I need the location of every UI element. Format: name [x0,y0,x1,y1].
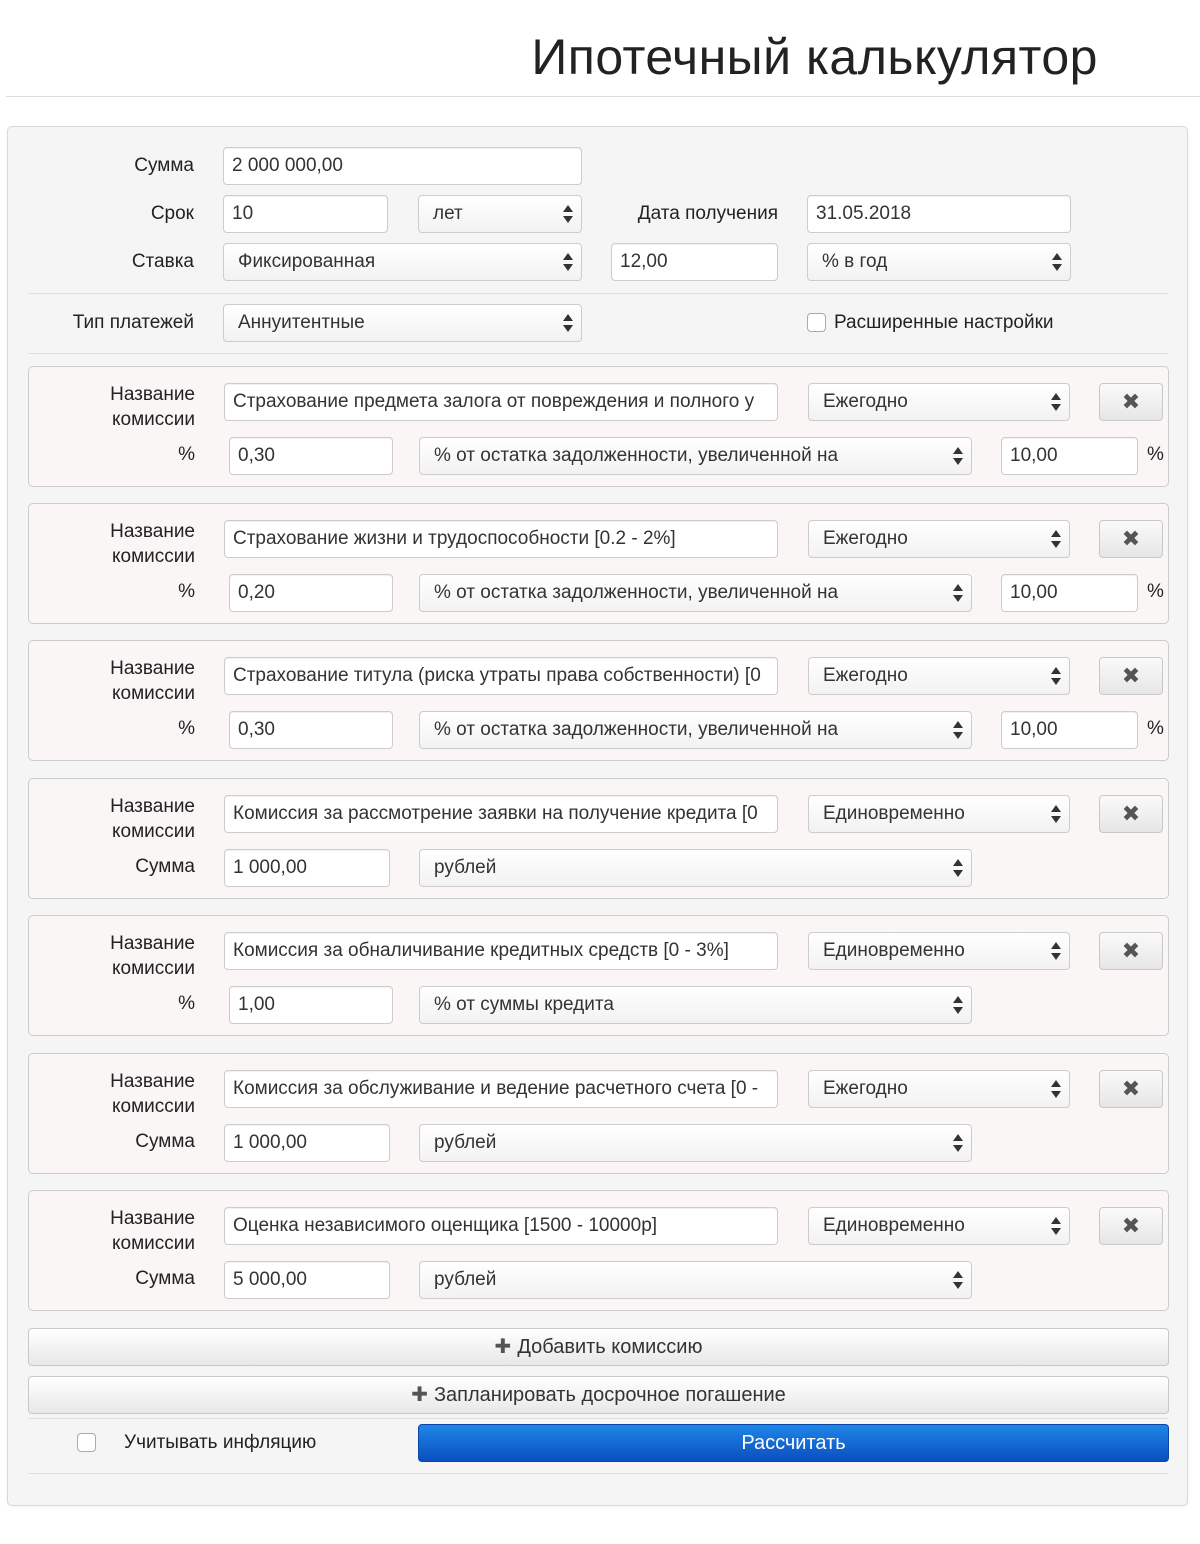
fee-basis-value: рублей [434,857,497,878]
close-icon: ✖ [1121,526,1141,551]
delete-fee-button[interactable] [1099,383,1163,421]
fee-frequency-value: Единовременно [823,940,965,961]
close-icon: ✖ [1121,663,1141,688]
select-arrows-icon [1051,1217,1061,1235]
fee-name-input[interactable]: Комиссия за обналичивание кредитных средств [0 - 3%] [224,932,778,970]
delete-fee-button[interactable] [1099,657,1163,695]
fee-amount-input[interactable]: 0,30 [229,437,393,475]
close-icon: ✖ [1121,389,1141,414]
term-unit-select[interactable] [418,195,582,233]
advanced-settings-checkbox[interactable] [807,313,826,332]
select-arrows-icon [563,253,573,271]
fee-item [28,778,1169,899]
select-arrows-icon [1051,393,1061,411]
fee-extra-input[interactable]: 10,00 [1001,437,1138,475]
fee-basis-value: рублей [434,1269,497,1290]
rate-input[interactable]: 12,00 [611,243,778,281]
fee-frequency-select[interactable] [808,657,1070,695]
fee-basis-select[interactable] [419,986,972,1024]
fee-amount-input[interactable]: 1 000,00 [224,849,390,887]
fee-basis-value: % от остатка задолженности, увеличенной на [434,719,839,740]
select-arrows-icon [1051,667,1061,685]
date-input[interactable]: 31.05.2018 [807,195,1071,233]
delete-fee-button[interactable] [1099,795,1163,833]
calculate-button[interactable]: Рассчитать [418,1424,1169,1462]
fee-basis-select[interactable] [419,574,972,612]
delete-fee-button[interactable] [1099,1070,1163,1108]
fee-frequency-select[interactable] [808,1070,1070,1108]
select-arrows-icon [1052,253,1062,271]
plus-icon: ✚ [494,1336,512,1358]
fee-amount-input[interactable]: 0,30 [229,711,393,749]
fee-basis-select[interactable] [419,437,972,475]
title-divider [6,96,1200,97]
close-icon: ✖ [1121,938,1141,963]
fee-name-label: Название комиссии [110,796,195,842]
fee-extra-input[interactable]: 10,00 [1001,711,1138,749]
fee-item [28,640,1169,761]
divider [28,353,1169,354]
fee-frequency-value: Ежегодно [823,1078,908,1099]
fee-item [28,503,1169,624]
fee-extra-suffix: % [1147,444,1164,465]
fee-name-input[interactable]: Страхование жизни и трудоспособности [0.2 - 2%] [224,520,778,558]
close-icon: ✖ [1121,1213,1141,1238]
payment-type-value: Аннуитентные [238,312,365,333]
fee-amount-label: % [178,581,195,602]
fee-extra-suffix: % [1147,718,1164,739]
fee-frequency-value: Единовременно [823,1215,965,1236]
divider [28,293,1169,294]
select-arrows-icon [953,1271,963,1289]
select-arrows-icon [563,314,573,332]
select-arrows-icon [1051,530,1061,548]
advanced-settings-label: Расширенные настройки [834,312,1054,333]
fee-frequency-value: Ежегодно [823,391,908,412]
fee-frequency-select[interactable] [808,520,1070,558]
fee-amount-label: Сумма [135,1131,195,1152]
date-label: Дата получения [637,203,778,224]
fee-basis-value: % от остатка задолженности, увеличенной на [434,582,839,603]
rate-unit-value: % в год [822,251,888,272]
fee-frequency-select[interactable] [808,1207,1070,1245]
plus-icon: ✚ [411,1384,428,1406]
fee-basis-value: рублей [434,1132,497,1153]
fee-basis-select[interactable] [419,1124,972,1162]
fee-amount-label: Сумма [135,856,195,877]
fee-name-input[interactable]: Оценка независимого оценщика [1500 - 10000р] [224,1207,778,1245]
select-arrows-icon [953,996,963,1014]
fee-frequency-select[interactable] [808,932,1070,970]
fee-item [28,915,1169,1036]
fee-item [28,1053,1169,1174]
fee-name-input[interactable]: Страхование предмета залога от повреждения и полного у [224,383,778,421]
rate-unit-select[interactable] [807,243,1071,281]
select-arrows-icon [953,1134,963,1152]
fee-name-label: Название комиссии [110,521,195,567]
calculator-panel [7,126,1188,1506]
select-arrows-icon [1051,942,1061,960]
early-repayment-button[interactable] [28,1376,1169,1414]
fee-basis-select[interactable] [419,849,972,887]
delete-fee-button[interactable] [1099,520,1163,558]
select-arrows-icon [953,584,963,602]
fee-name-label: Название комиссии [110,1071,195,1117]
fee-frequency-value: Единовременно [823,803,965,824]
fee-name-input[interactable]: Страхование титула (риска утраты права собственности) [0 [224,657,778,695]
fee-amount-label: % [178,993,195,1014]
term-label: Срок [150,203,194,224]
fee-amount-input[interactable]: 0,20 [229,574,393,612]
select-arrows-icon [953,447,963,465]
inflation-checkbox[interactable] [77,1433,96,1452]
divider [28,1418,1169,1419]
fee-item [28,366,1169,487]
payment-type-select[interactable] [223,304,582,342]
select-arrows-icon [1051,805,1061,823]
fee-amount-input[interactable]: 1 000,00 [224,1124,390,1162]
fee-amount-input[interactable]: 1,00 [229,986,393,1024]
fee-basis-select[interactable] [419,1261,972,1299]
fee-amount-label: Сумма [135,1268,195,1289]
fee-amount-label: % [178,444,195,465]
fee-basis-value: % от суммы кредита [434,994,614,1015]
rate-type-value: Фиксированная [238,251,376,272]
fee-extra-input[interactable]: 10,00 [1001,574,1138,612]
early-repayment-label: Запланировать досрочное погашение [433,1384,786,1406]
fee-amount-input[interactable]: 5 000,00 [224,1261,390,1299]
term-unit-value: лет [433,203,463,224]
delete-fee-button[interactable] [1099,1207,1163,1245]
select-arrows-icon [953,859,963,877]
fee-item [28,1190,1169,1311]
sum-input[interactable]: 2 000 000,00 [223,147,582,185]
fee-name-input[interactable]: Комиссия за обслуживание и ведение расчетного счета [0 - [224,1070,778,1108]
rate-type-select[interactable] [223,243,582,281]
add-fee-label: Добавить комиссию [517,1336,703,1358]
fee-basis-select[interactable] [419,711,972,749]
fee-name-label: Название комиссии [110,933,195,979]
fee-extra-suffix: % [1147,581,1164,602]
select-arrows-icon [563,205,573,223]
fee-frequency-value: Ежегодно [823,665,908,686]
select-arrows-icon [953,721,963,739]
term-input[interactable]: 10 [223,195,388,233]
close-icon: ✖ [1121,801,1141,826]
add-fee-button[interactable] [28,1328,1169,1366]
delete-fee-button[interactable] [1099,932,1163,970]
inflation-label: Учитывать инфляцию [124,1432,317,1453]
sum-label: Сумма [134,155,194,176]
fee-frequency-value: Ежегодно [823,528,908,549]
fee-frequency-select[interactable] [808,795,1070,833]
fee-name-label: Название комиссии [110,1208,195,1254]
select-arrows-icon [1051,1080,1061,1098]
divider [28,1473,1169,1474]
fee-name-label: Название комиссии [110,384,195,430]
close-icon: ✖ [1121,1076,1141,1101]
page-title: Ипотечный калькулятор [531,29,1098,85]
fee-name-input[interactable]: Комиссия за рассмотрение заявки на получение кредита [0 [224,795,778,833]
fee-amount-label: % [178,718,195,739]
rate-label: Ставка [131,251,194,272]
fee-basis-value: % от остатка задолженности, увеличенной на [434,445,839,466]
fee-name-label: Название комиссии [110,658,195,704]
payment-type-label: Тип платежей [72,312,194,333]
fee-frequency-select[interactable] [808,383,1070,421]
